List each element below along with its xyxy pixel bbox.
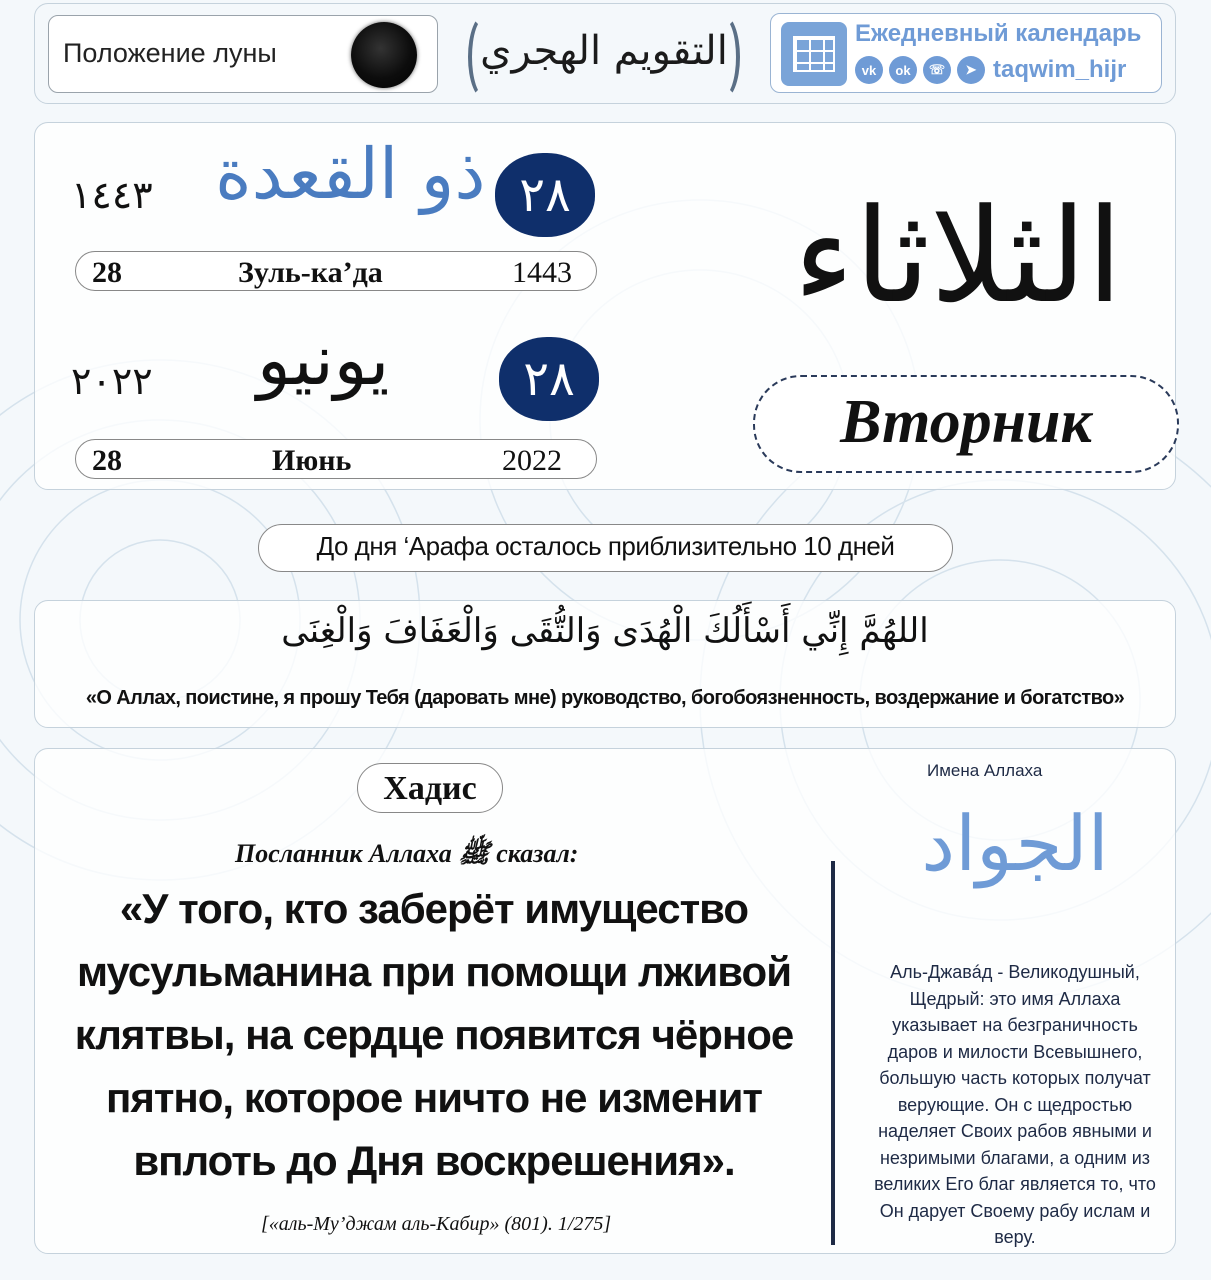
dua-translation: «О Аллах, поистине, я прошу Тебя (даровать мне) руководство, богобоязненность, воздержание и богатство» bbox=[85, 687, 1125, 709]
hadith-label-pill bbox=[357, 763, 503, 813]
logo-title: التقويم الهجري bbox=[480, 28, 728, 74]
gregorian-year-arabic: ٢٠٢٢ bbox=[71, 359, 153, 403]
daily-calendar-title: Ежедневный календарь bbox=[855, 20, 1142, 47]
daily-calendar-box bbox=[770, 13, 1162, 93]
moon-phase-box bbox=[48, 15, 438, 93]
arafa-countdown-text: До дня ‘Арафа осталось приблизительно 10 дней bbox=[316, 531, 895, 561]
gregorian-month-arabic: يونيو bbox=[257, 319, 390, 401]
hijri-year-arabic: ١٤٤٣ bbox=[71, 173, 153, 217]
moon-phase-icon bbox=[351, 22, 417, 88]
hadith-text: «У того, кто заберёт имущество мусульманина при помощи лживой клятвы, на сердце появится чёрное пятно, которое ничто не изменит вплоть до Дня воскрешения». bbox=[74, 885, 794, 1184]
hijri-date-pill bbox=[75, 251, 597, 291]
telegram-icon[interactable]: ➤ bbox=[957, 56, 985, 84]
gregorian-year: 2022 bbox=[502, 444, 562, 477]
gregorian-day-badge: ٢٨ bbox=[499, 337, 599, 421]
names-of-allah-title: Имена Аллаха bbox=[927, 761, 1043, 780]
whatsapp-icon[interactable]: ☏ bbox=[923, 56, 951, 84]
name-of-allah-description: Аль-Джавáд - Великодушный, Щедрый: это имя Аллаха указывает на безграничность даров и милости Всевышнего, большую часть которых получат верующие. Он с щедростью наделяет Своих рабов явными и незримыми благами, а одним из великих Его благ является то, что Он дарует Своему рабу ислам и веру. bbox=[874, 962, 1156, 1247]
calendar-icon bbox=[781, 22, 847, 86]
channel-handle[interactable]: taqwim_hijr bbox=[993, 56, 1127, 83]
name-bracket-divider bbox=[831, 861, 847, 1245]
logo-right-bracket-icon bbox=[706, 14, 740, 100]
hadith-intro: Посланник Аллаха ﷺ сказал: bbox=[235, 839, 579, 868]
moon-phase-label: Положение луны bbox=[63, 38, 277, 68]
gregorian-month: Июнь bbox=[272, 444, 352, 477]
hadith-label: Хадис bbox=[383, 770, 477, 807]
hijri-year: 1443 bbox=[512, 256, 572, 289]
weekday-box bbox=[753, 375, 1179, 473]
name-of-allah-arabic: الجواد bbox=[921, 799, 1109, 888]
vk-icon[interactable]: vk bbox=[855, 56, 883, 84]
arafa-countdown-pill bbox=[258, 524, 953, 572]
weekday-russian: Вторник bbox=[840, 388, 1092, 456]
date-panel bbox=[34, 122, 1176, 490]
gregorian-date-pill bbox=[75, 439, 597, 479]
social-links bbox=[855, 56, 1126, 84]
odnoklassniki-icon[interactable]: ok bbox=[889, 56, 917, 84]
hadith-source: [«аль-Му’джам аль-Кабир» (801). 1/275] bbox=[261, 1213, 612, 1235]
hadith-panel bbox=[34, 748, 1176, 1254]
gregorian-day: 28 bbox=[92, 444, 122, 477]
hijri-month-arabic: ذو القعدة bbox=[215, 133, 486, 215]
dua-arabic: اللهُمَّ إِنِّي أَسْأَلُكَ الْهُدَى وَالتُّقَى وَالْعَفَافَ وَالْغِنَى bbox=[281, 611, 929, 651]
hijri-day-badge: ٢٨ bbox=[495, 153, 595, 237]
dua-panel bbox=[34, 600, 1176, 728]
hijri-day: 28 bbox=[92, 256, 122, 289]
hijri-calendar-logo bbox=[468, 10, 740, 96]
hijri-month: Зуль-ка’да bbox=[238, 256, 383, 289]
weekday-arabic: الثلاثاء bbox=[793, 180, 1123, 332]
